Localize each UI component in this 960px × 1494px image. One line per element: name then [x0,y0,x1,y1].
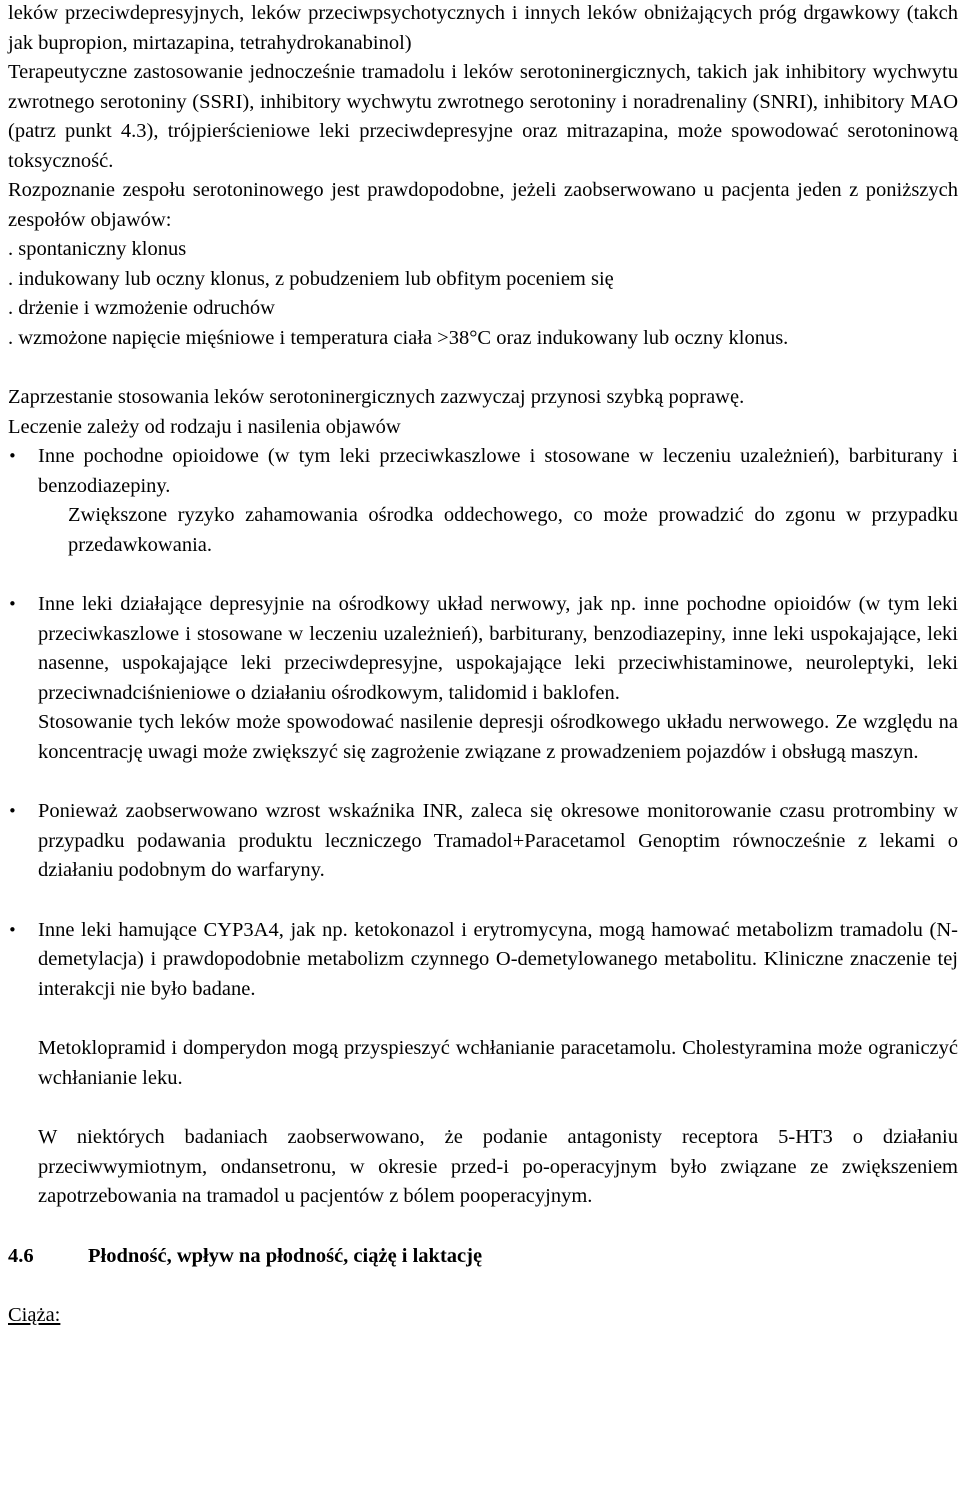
diagnosis-paragraph: Rozpoznanie zespołu serotoninowego jest prawdopodobne, jeżeli zaobserwowano u pacjenta jeden z poniższych zespołów objawów: [8,179,958,231]
document-page [8,0,958,1331]
symptom-item: . drżenie i wzmożenie odruchów [8,297,275,319]
bullet-item-cns-depressants [8,590,958,767]
bullet-icon: • [8,802,17,820]
symptom-item: . wzmożone napięcie mięśniowe i temperatura ciała >38°C oraz indukowany lub oczny klonus. [8,326,789,349]
bullet-text: Inne leki działające depresyjnie na ośrodkowy układ nerwowy, jak np. inne pochodne opioidów (w tym leki przeciwkaszlowe i stosowane w leczeniu uzależnień), barbiturany, benzodiazepiny, inne leki uspokajające, leki nasenne, uspokajające leki przeciwdepresyjne, uspokajające leki przeciwhistaminowe, neuroleptyki, leki przeciwnadciśnieniowe o działaniu ośrodkowym, talidomid i baklofen. [38,593,958,704]
bullet-icon: • [8,595,17,613]
ondansetron-paragraph: W niektórych badaniach zaobserwowano, że podanie antagonisty receptora 5-HT3 o działaniu przeciwwymiotnym, ondansetronu, w okresie przed-i po-operacyjnym było związane ze zwiększeniem zapotrzebowania na tramadol u pacjentów z bólem pooperacyjnym. [38,1126,958,1207]
bullet-icon: • [8,920,17,939]
treatment-line: Zaprzestanie stosowania leków serotoninergicznych zazwyczaj przynosi szybką poprawę. [8,386,745,408]
treatment-line: Leczenie zależy od rodzaju i nasilenia objawów [8,415,401,438]
spacer [8,1271,958,1301]
bullet-text: Ponieważ zaobserwowano wzrost wskaźnika INR, zaleca się okresowe monitorowanie czasu protrombiny w przypadku podawania produktu leczniczego Tramadol+Paracetamol Genoptim równocześnie z lekami o działaniu podobnym do warfaryny. [38,800,958,881]
spacer [8,1212,958,1242]
bullet-subtext: Zwiększone ryzyko zahamowania ośrodka oddechowego, co może prowadzić do zgonu w przypadku przedawkowania. [68,504,958,556]
spacer [8,886,958,916]
metoclopramide-paragraph: Metoklopramid i domperydon mogą przyspieszyć wchłanianie paracetamolu. Cholestyramina może ograniczyć wchłanianie leku. [38,1037,958,1089]
bullet-subtext: Stosowanie tych leków może spowodować nasilenie depresji ośrodkowego układu nerwowego. Ze względu na koncentrację uwagi może zwiększyć się zagrożenie związane z prowadzeniem pojazdów i obsługą maszyn. [38,711,958,763]
symptom-item: . spontaniczny klonus [8,238,187,260]
spacer [8,560,958,590]
bullet-text: Inne pochodne opioidowe (w tym leki przeciwkaszlowe i stosowane w leczeniu uzależnień), barbiturany i benzodiazepiny. [38,445,958,497]
symptom-item: . indukowany lub oczny klonus, z pobudzeniem lub obfitym poceniem się [8,267,614,290]
section-number: 4.6 [8,1244,34,1267]
section-heading [8,1242,958,1272]
bullet-text: Inne leki hamujące CYP3A4, jak np. ketokonazol i erytromycyna, mogą hamować metabolizm tramadolu (N-demetylacja) i prawdopodobnie metabolizm czynnego O-demetylowanego metabolitu. Kliniczne znaczenie tej interakcji nie było badane. [38,918,958,1000]
section-title: Płodność, wpływ na płodność, ciążę i laktację [88,1244,483,1267]
serotonin-paragraph: Terapeutyczne zastosowanie jednocześnie tramadolu i leków serotoninergicznych, takich jak inhibitory wychwytu zwrotnego serotoniny (SSRI), inhibitory wychwytu zwrotnego serotoniny i noradrenaliny (SNRI), inhibitory MAO (patrz punkt 4.3), trójpierścieniowe leki przeciwdepresyjne oraz mitrazapina, może spowodować serotoninową toksyczność. [8,61,958,172]
bullet-icon: • [8,447,17,465]
intro-continuation: leków przeciwdepresyjnych, leków przeciwpsychotycznych i innych leków obniżających próg drgawkowy (takch jak bupropion, mirtazapina, tetrahydrokanabinol) [8,2,958,54]
spacer [8,1004,958,1034]
bullet-item-inr [8,797,958,886]
pregnancy-subheading: Ciąża: [8,1304,61,1326]
spacer [8,1093,958,1123]
bullet-item-opioids [8,442,958,560]
bullet-item-cyp3a4 [8,916,958,1005]
spacer [8,353,958,383]
spacer [8,767,958,797]
